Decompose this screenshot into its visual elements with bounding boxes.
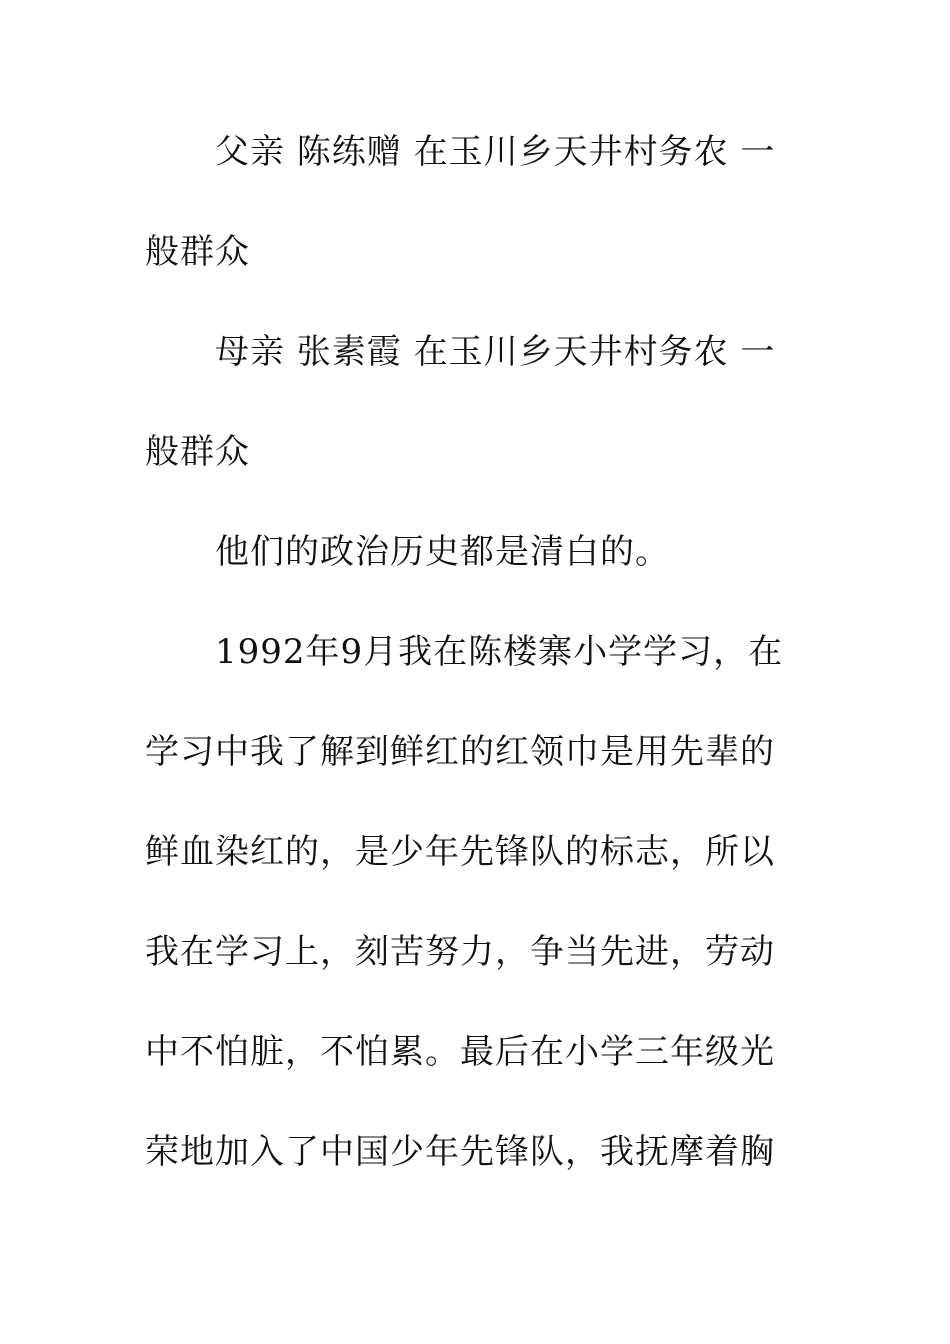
paragraph-mother-line-2: 般群众 — [145, 432, 250, 472]
paragraph-school-line-5: 中不怕脏，不怕累。最后在小学三年级光 — [145, 1032, 775, 1072]
paragraph-school-line-1: 1992年9月我在陈楼寨小学学习，在 — [215, 632, 784, 672]
paragraph-father-line-1: 父亲 陈练赠 在玉川乡天井村务农 一 — [215, 132, 776, 172]
paragraph-mother-line-1: 母亲 张素霞 在玉川乡天井村务农 一 — [215, 332, 776, 372]
paragraph-school-line-2: 学习中我了解到鲜红的红领巾是用先辈的 — [145, 732, 775, 772]
paragraph-school-line-4: 我在学习上，刻苦努力，争当先进，劳动 — [145, 932, 775, 972]
paragraph-school-line-6: 荣地加入了中国少年先锋队，我抚摩着胸 — [145, 1132, 775, 1172]
paragraph-political-history: 他们的政治历史都是清白的。 — [215, 532, 670, 572]
paragraph-school-line-3: 鲜血染红的，是少年先锋队的标志，所以 — [145, 832, 775, 872]
paragraph-father-line-2: 般群众 — [145, 232, 250, 272]
